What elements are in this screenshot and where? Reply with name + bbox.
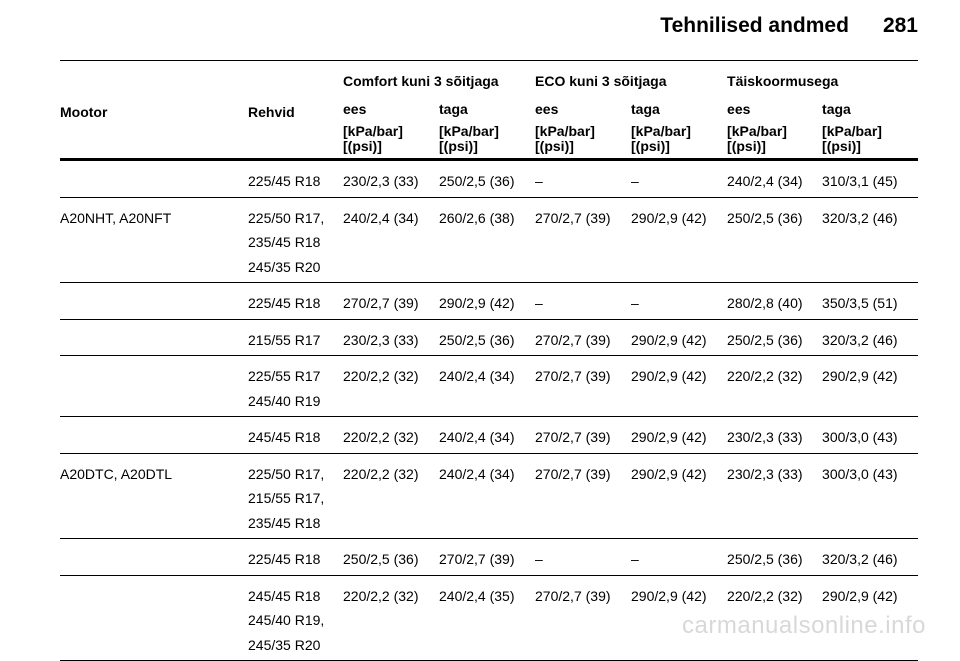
unit-header: [kPa/bar] [(psi)]: [535, 123, 595, 154]
pressure-cell: 290/2,9 (42): [439, 295, 515, 311]
engine-cell: [60, 575, 248, 661]
tyre-size-cell: 225/45 R18: [248, 173, 321, 189]
pressure-cell: 230/2,3 (33): [727, 465, 803, 482]
tyre-size-cell: 225/50 R17, 235/45 R18 245/35 R20: [248, 209, 325, 275]
table-row: [60, 417, 918, 454]
group-header-full-load: Täiskoormusega: [727, 73, 839, 89]
watermark: carmanualsonline.info: [682, 612, 926, 639]
engine-cell: [60, 160, 248, 198]
pressure-cell: 250/2,5 (36): [727, 209, 803, 226]
page-header: [660, 14, 918, 38]
page-number: 281: [882, 14, 918, 37]
table-body: [60, 160, 918, 661]
column-header-tyres: Rehvid: [248, 104, 295, 120]
pressure-cell: 240/2,4 (34): [439, 465, 515, 482]
header-group-row: [60, 66, 918, 96]
pressure-cell: 240/2,4 (34): [343, 209, 419, 226]
pressure-cell: 320/3,2 (46): [822, 331, 898, 348]
pressure-cell: 230/2,3 (33): [343, 173, 419, 189]
pressure-cell: 270/2,7 (39): [535, 331, 611, 348]
pressure-cell: 230/2,3 (33): [727, 429, 803, 445]
sub-header-rear: taga: [439, 100, 468, 117]
pressure-cell: 220/2,2 (32): [343, 465, 419, 482]
pressure-cell: 300/3,0 (43): [822, 429, 898, 445]
tyre-size-cell: 215/55 R17: [248, 331, 321, 348]
table-row: [60, 197, 918, 283]
pressure-cell: 270/2,7 (39): [535, 587, 611, 604]
pressure-cell: 290/2,9 (42): [631, 331, 707, 348]
engine-cell: [60, 356, 248, 417]
unit-header: [kPa/bar] [(psi)]: [727, 123, 787, 154]
pressure-cell: 250/2,5 (36): [727, 551, 803, 567]
column-header-engine: Mootor: [60, 104, 108, 120]
tyre-size-cell: 225/50 R17, 215/55 R17, 235/45 R18: [248, 465, 325, 531]
pressure-cell: 240/2,4 (34): [439, 429, 515, 445]
tyre-size-cell: 225/45 R18: [248, 295, 321, 311]
unit-header: [kPa/bar] [(psi)]: [439, 123, 499, 154]
pressure-cell: 290/2,9 (42): [631, 465, 707, 482]
pressure-cell: 290/2,9 (42): [631, 209, 707, 226]
pressure-cell: 270/2,7 (39): [439, 551, 515, 567]
engine-cell: A20DTC, A20DTL: [60, 465, 173, 482]
pressure-cell: 270/2,7 (39): [535, 368, 611, 384]
pressure-cell: 290/2,9 (42): [631, 429, 707, 445]
pressure-cell: 350/3,5 (51): [822, 295, 898, 311]
pressure-cell: 220/2,2 (32): [727, 587, 803, 604]
engine-cell: [60, 417, 248, 454]
table-row: [60, 539, 918, 576]
pressure-cell: –: [631, 173, 639, 189]
pressure-cell: –: [535, 295, 543, 311]
table-row: [60, 319, 918, 356]
pressure-cell: 220/2,2 (32): [727, 368, 803, 384]
sub-header-front: ees: [535, 100, 559, 117]
pressure-cell: 270/2,7 (39): [535, 209, 611, 226]
top-rule: [60, 60, 918, 61]
pressure-cell: 300/3,0 (43): [822, 465, 898, 482]
pressure-cell: 250/2,5 (36): [727, 331, 803, 348]
sub-header-front: ees: [727, 100, 751, 117]
pressure-cell: 290/2,9 (42): [631, 587, 707, 604]
pressure-cell: 250/2,5 (36): [439, 331, 515, 348]
pressure-cell: 320/3,2 (46): [822, 551, 898, 567]
sub-header-rear: taga: [631, 100, 660, 117]
pressure-cell: –: [535, 173, 543, 189]
pressure-cell: –: [535, 551, 543, 567]
unit-header: [kPa/bar] [(psi)]: [822, 123, 882, 154]
tyre-size-cell: 245/45 R18: [248, 429, 321, 445]
pressure-cell: 310/3,1 (45): [822, 173, 898, 189]
engine-cell: [60, 283, 248, 320]
tyre-size-cell: 245/45 R18 245/40 R19, 245/35 R20: [248, 587, 325, 653]
pressure-cell: 220/2,2 (32): [343, 587, 419, 604]
pressure-cell: 290/2,9 (42): [822, 587, 898, 604]
engine-cell: [60, 539, 248, 576]
page-title: Tehnilised andmed: [660, 14, 849, 37]
sub-header-front: ees: [343, 100, 367, 117]
pressure-cell: 270/2,7 (39): [535, 429, 611, 445]
engine-cell: [60, 319, 248, 356]
pressure-cell: 240/2,4 (34): [727, 173, 803, 189]
pressure-cell: 260/2,6 (38): [439, 209, 515, 226]
pressure-cell: 250/2,5 (36): [343, 551, 419, 567]
pressure-cell: 240/2,4 (34): [439, 368, 515, 384]
pressure-cell: 230/2,3 (33): [343, 331, 419, 348]
tyre-pressure-table: [60, 66, 918, 661]
table-row: [60, 356, 918, 417]
pressure-cell: 220/2,2 (32): [343, 429, 419, 445]
pressure-cell: 240/2,4 (35): [439, 587, 515, 604]
table-row: [60, 453, 918, 539]
pressure-cell: 290/2,9 (42): [631, 368, 707, 384]
pressure-cell: 250/2,5 (36): [439, 173, 515, 189]
group-header-eco: ECO kuni 3 sõitjaga: [535, 73, 667, 89]
table-row: [60, 283, 918, 320]
pressure-cell: –: [631, 551, 639, 567]
tyre-size-cell: 225/45 R18: [248, 551, 321, 567]
pressure-cell: 290/2,9 (42): [822, 368, 898, 384]
pressure-cell: 280/2,8 (40): [727, 295, 803, 311]
pressure-cell: 220/2,2 (32): [343, 368, 419, 384]
tyre-size-cell: 225/55 R17 245/40 R19: [248, 368, 321, 409]
pressure-cell: 320/3,2 (46): [822, 209, 898, 226]
unit-header: [kPa/bar] [(psi)]: [631, 123, 691, 154]
pressure-cell: 270/2,7 (39): [343, 295, 419, 311]
pressure-cell: 270/2,7 (39): [535, 465, 611, 482]
sub-header-rear: taga: [822, 100, 851, 117]
unit-header: [kPa/bar] [(psi)]: [343, 123, 403, 154]
engine-cell: A20NHT, A20NFT: [60, 209, 172, 226]
table-row: [60, 160, 918, 198]
pressure-cell: –: [631, 295, 639, 311]
group-header-comfort: Comfort kuni 3 sõitjaga: [343, 73, 499, 89]
